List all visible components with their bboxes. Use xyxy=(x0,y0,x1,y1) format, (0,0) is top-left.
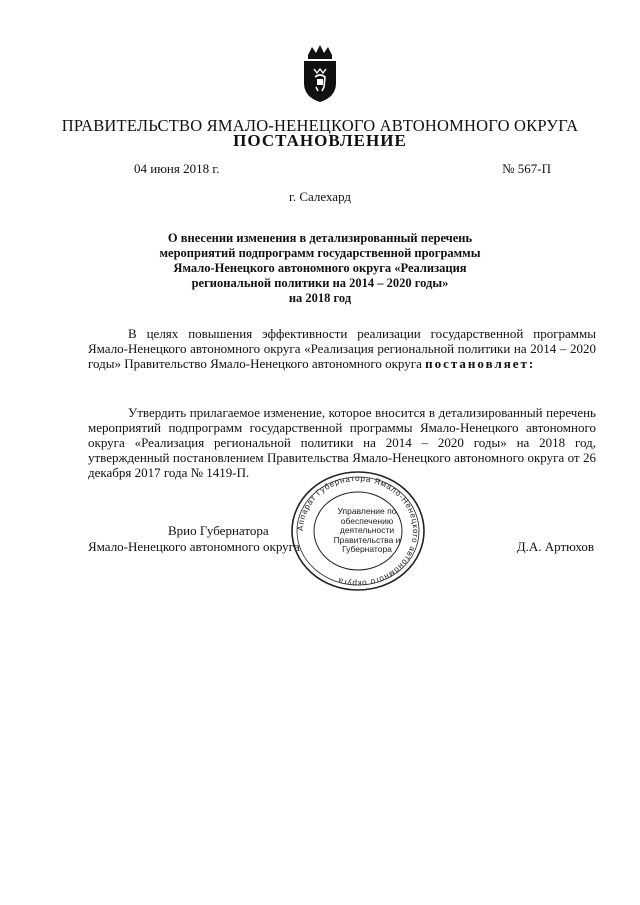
paragraph-text: В целях повышения эффективности реализации государственной программы Ямало-Ненецкого автономного округа «Реализация региональной политики на 2014 – 2020 годы» Правительство Ямало-Ненецкого автономного округа xyxy=(88,326,596,371)
title-line: на 2018 год xyxy=(288,291,352,305)
signatory-name: Д.А. Артюхов xyxy=(516,539,594,554)
signatory-organization: Ямало-Ненецкого автономного округа xyxy=(88,539,300,554)
title-line: Ямало-Ненецкого автономного округа «Реализация xyxy=(173,261,467,275)
signatory-position: Врио Губернатора xyxy=(168,523,269,538)
title-line: региональной политики на 2014 – 2020 годы» xyxy=(191,276,449,290)
document-title xyxy=(120,231,520,306)
body-paragraph-1 xyxy=(88,326,596,371)
document-date: 04 июня 2018 г. xyxy=(134,161,220,176)
paragraph-text: Утвердить прилагаемое изменение, которое вносится в детализированный перечень мероприятий подпрограмм государственной программы Ямало-Ненецкого автономного округа «Реализация региональной политики на 2014 – 2020 годы» на 2018 год, утвержденный постановлением Правительства Ямало-Ненецкого автономного округа от 26 декабря 2017 года № 1419-П. xyxy=(88,405,596,480)
decrees-word: постановляет: xyxy=(425,356,536,371)
coat-of-arms-emblem xyxy=(300,45,340,103)
document-number: № 567-П xyxy=(502,161,551,176)
title-line: О внесении изменения в детализированный перечень xyxy=(167,231,473,245)
government-header: ПРАВИТЕЛЬСТВО ЯМАЛО-НЕНЕЦКОГО АВТОНОМНОГО ОКРУГА xyxy=(61,116,579,135)
stamp-ring-text: Аппарат Губернатора Ямало-Ненецкого автономного округа xyxy=(295,473,421,589)
document-type-heading: ПОСТАНОВЛЕНИЕ xyxy=(233,131,407,150)
document-city: г. Салехард xyxy=(288,189,352,204)
title-line: мероприятий подпрограмм государственной программы xyxy=(159,246,481,260)
stamp-inner-text: Управление по обеспечению деятельности Правительства и Губернатора xyxy=(333,506,401,554)
